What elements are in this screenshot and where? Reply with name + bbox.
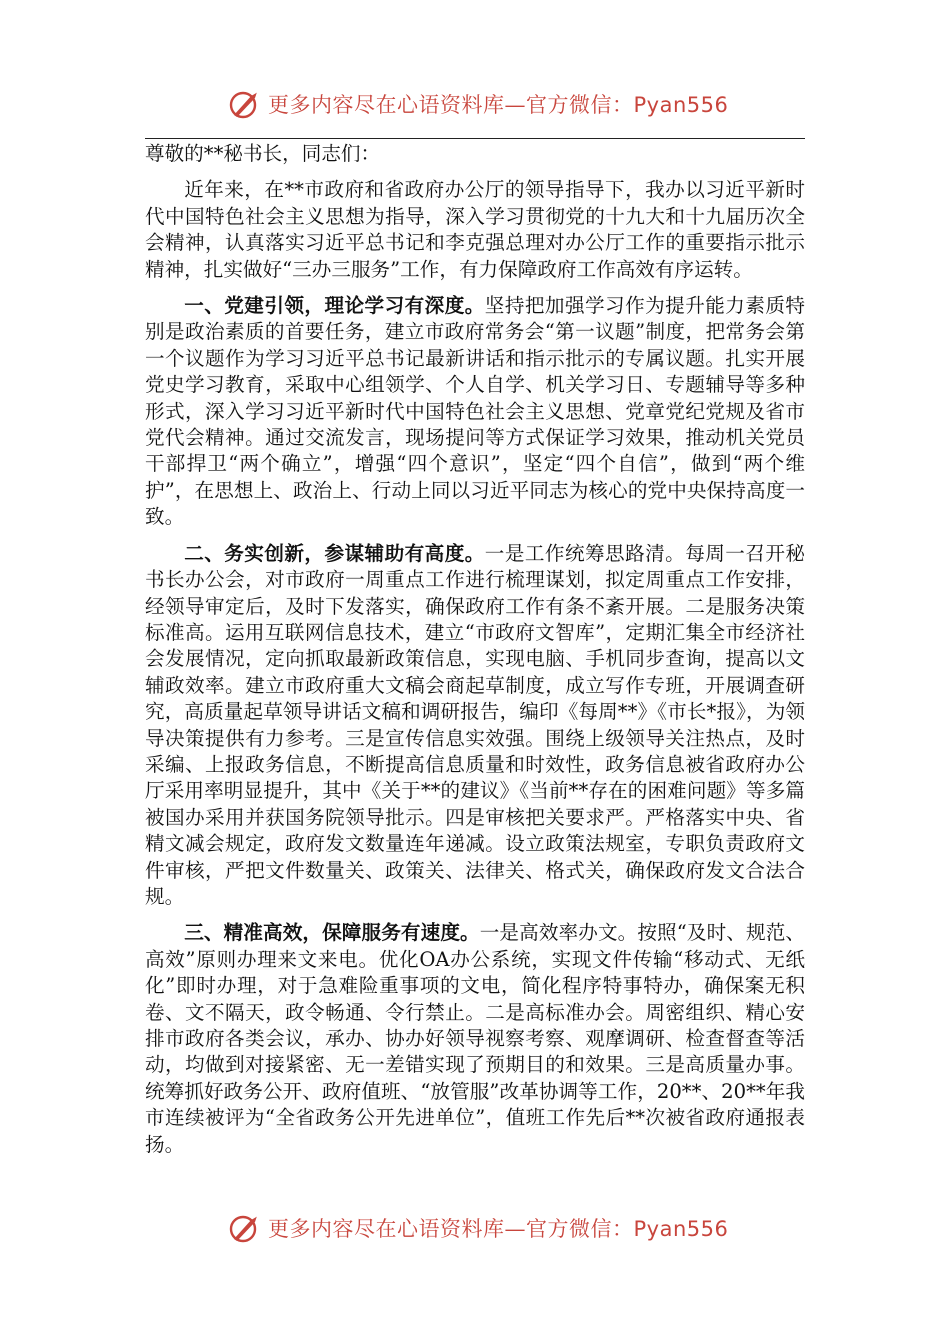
salutation: 尊敬的**秘书长，同志们： — [145, 142, 381, 165]
pen-logo-icon — [228, 87, 262, 121]
wechat-id: Pyan556 — [633, 1217, 729, 1241]
watermark-text: 更多内容尽在心语资料库—官方微信：Pyan556 — [268, 93, 729, 117]
pen-logo-icon — [228, 1211, 262, 1245]
header-watermark — [228, 84, 748, 124]
section-heading: 一、党建引领，理论学习有深度。 — [184, 294, 485, 318]
footer-watermark — [228, 1208, 748, 1248]
section-paragraph — [145, 541, 805, 911]
header-divider — [145, 138, 805, 139]
section-paragraph — [145, 293, 805, 531]
section-paragraph — [145, 920, 805, 1158]
document-body — [145, 141, 805, 1168]
section-heading: 二、务实创新，参谋辅助有高度。 — [184, 541, 485, 565]
watermark-text: 更多内容尽在心语资料库—官方微信：Pyan556 — [268, 1217, 729, 1241]
section-body: 一是工作统筹思路清。每周一召开秘书长办公会，对市政府一周重点工作进行梳理谋划，拟定周重点工作安排，经领导审定后，及时下发落实，确保政府工作有条不紊开展。二是服务决策标准高。运用互联网信息技术，建立“市政府文智库”，定期汇集全市经济社会发展情况，定向抓取最新政策信息，实现电脑、手机同步查询，提高以文辅政效率。建立市政府重大文稿会商起草制度，成立写作专班，开展调查研究，高质量起草领导讲话文稿和调研报告，编印《每周**》《市长*报》，为领导决策提供有力参考。三是宣传信息实效强。围绕上级领导关注热点，及时采编、上报政务信息，不断提高信息质量和时效性，政务信息被省政府办公厅采用率明显提升，其中《关于**的建议》《当前**存在的困难问题》等多篇被国办采用并获国务院领导批示。四是审核把关要求严。严格落实中央、省精文减会规定，政府发文数量连年递减。设立政策法规室，专职负责政府文件审核，严把文件数量关、政策关、法律关、格式关，确保政府发文合法合规。 — [145, 541, 805, 908]
wechat-id: Pyan556 — [633, 93, 729, 117]
section-body: 一是高效率办文。按照“及时、规范、高效”原则办理来文来电。优化OA办公系统，实现文件传输“移动式、无纸化”即时办理，对于急难险重事项的文电，简化程序特事特办，确保案无积卷、文不隔天，政令畅通、令行禁止。二是高标准办会。周密组织、精心安排市政府各类会议，承办、协办好领导视察考察、观摩调研、检查督查等活动，均做到对接紧密、无一差错实现了预期目的和效果。三是高质量办事。统筹抓好政务公开、政府值班、“放管服”改革协调等工作，20**、20**年我市连续被评为“全省政务公开先进单位”，值班工作先后**次被省政府通报表扬。 — [145, 921, 805, 1156]
section-heading: 三、精准高效，保障服务有速度。 — [184, 921, 480, 945]
intro-paragraph: 近年来，在**市政府和省政府办公厅的领导指导下，我办以习近平新时代中国特色社会主义思想为指导，深入学习贯彻党的十九大和十九届历次全会精神，认真落实习近平总书记和李克强总理对办公厅工作的重要指示批示精神，扎实做好“三办三服务”工作，有力保障政府工作高效有序运转。 — [145, 178, 805, 281]
section-body: 坚持把加强学习作为提升能力素质特别是政治素质的首要任务，建立市政府常务会“第一议题”制度，把常务会第一个议题作为学习习近平总书记最新讲话和指示批示的专属议题。扎实开展党史学习教育，采取中心组领学、个人自学、机关学习日、专题辅导等多种形式，深入学习习近平新时代中国特色社会主义思想、党章党纪党规及省市党代会精神。通过交流发言，现场提问等方式保证学习效果，推动机关党员干部捍卫“两个确立”，增强“四个意识”，坚定“四个自信”，做到“两个维护”，在思想上、政治上、行动上同以习近平同志为核心的党中央保持高度一致。 — [145, 294, 805, 529]
